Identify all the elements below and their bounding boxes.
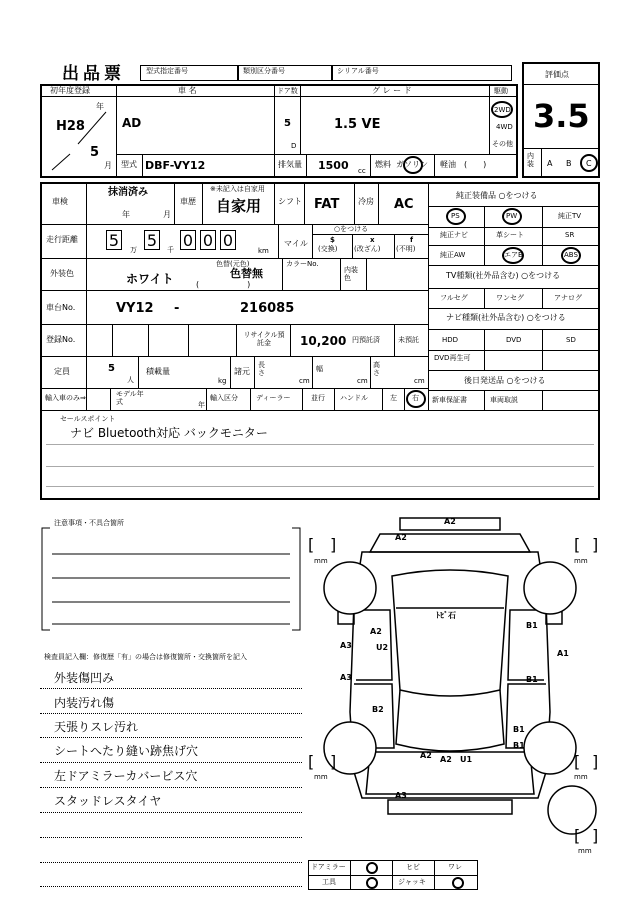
evaluation-label: 評価点: [545, 70, 569, 79]
fuel-gasoline-circle: [403, 156, 423, 174]
color-no-label: カラーNo.: [286, 260, 319, 268]
interior-a[interactable]: A: [547, 159, 553, 168]
jack-mark[interactable]: [452, 877, 464, 889]
meter-swap[interactable]: $: [330, 236, 335, 244]
later-title: 後日発送品 ○をつける: [464, 376, 546, 385]
shaken-month-unit: 月: [163, 210, 171, 219]
equip-abs[interactable]: ABS: [564, 251, 578, 259]
chassis-number[interactable]: 216085: [240, 301, 295, 316]
length-unit: cm: [299, 377, 310, 385]
class-label: 類別区分番号: [243, 67, 285, 75]
dims-label: 諸元: [234, 367, 250, 376]
model-value[interactable]: DBF-VY12: [145, 159, 206, 172]
caution-bracket: [40, 524, 302, 634]
tools-mark[interactable]: [366, 877, 378, 889]
model-year-unit: 年: [198, 401, 205, 409]
meter-swap-label: (交換): [318, 245, 338, 253]
capacity-label: 定員: [54, 367, 70, 376]
doors-value[interactable]: 5: [284, 118, 291, 129]
tire-rr-unit: mm: [574, 773, 588, 781]
exterior-color[interactable]: ホワイト: [126, 272, 174, 286]
later-manual[interactable]: 車両取説: [490, 396, 518, 404]
navi-dvd[interactable]: DVD: [506, 336, 522, 344]
tire-rr-close: ]: [592, 752, 599, 771]
tire-lf-close: ]: [330, 535, 337, 554]
mark-lf-fender-a3[interactable]: A3: [340, 641, 352, 650]
shaken-value[interactable]: 抹消済み: [108, 187, 148, 198]
width-unit: cm: [357, 377, 368, 385]
interior-b[interactable]: B: [566, 159, 572, 168]
handle-left[interactable]: 左: [390, 394, 397, 402]
caution-label: 注意事項・不具合箇所: [54, 519, 124, 527]
tire-rr-open: [: [574, 752, 581, 771]
first-reg-year[interactable]: H28: [56, 119, 85, 134]
note-line-4[interactable]: シートへたり縫い跡焦げ穴: [54, 744, 199, 758]
chassis-prefix[interactable]: VY12: [116, 301, 154, 316]
dvd-playback[interactable]: DVD再生可: [434, 354, 471, 362]
equip-pw-circle: [502, 208, 522, 225]
interior-label: 内装: [527, 152, 534, 168]
equip-airbag-circle: [502, 247, 524, 264]
ac-value[interactable]: AC: [394, 197, 414, 212]
tire-lf-open: [: [308, 535, 315, 554]
model-year-label: モデル年式: [116, 390, 144, 406]
tire-rf-open: [: [574, 535, 581, 554]
meter-circle-note: ○をつける: [334, 225, 369, 233]
man-unit: 万: [130, 246, 137, 254]
mark-rear-bumper-a3[interactable]: A3: [395, 791, 407, 800]
mark-right-side-a1[interactable]: A1: [557, 649, 569, 658]
grade-label: グ レ ー ド: [372, 86, 412, 95]
type-cert-label: 型式指定番号: [146, 67, 188, 75]
mark-trunk-a2[interactable]: A2: [440, 755, 452, 764]
fuel-paren: ( ): [464, 160, 487, 169]
recycle-amount[interactable]: 10,200: [300, 334, 347, 348]
parallel-option[interactable]: 並行: [311, 394, 325, 402]
repaint-paren: ( ): [196, 280, 251, 289]
tv-title: TV種類(社外品含む) ○をつける: [446, 271, 561, 280]
navi-title: ナビ種類(社外品含む) ○をつける: [446, 313, 566, 322]
interior-color-label: 内装色: [344, 266, 358, 283]
reg-no-label: 登録No.: [46, 335, 76, 344]
tire-spare-unit: mm: [578, 847, 592, 855]
tire-lr-close: ]: [330, 752, 337, 771]
height-unit: cm: [414, 377, 425, 385]
mark-trunk-left-a2[interactable]: A2: [420, 751, 432, 760]
mark-lr-fender-b2[interactable]: B2: [372, 705, 384, 714]
meter-tamper[interactable]: x: [370, 236, 375, 244]
shaken-label: 車検: [52, 197, 68, 206]
fuel-label: 燃料: [375, 160, 391, 169]
repaint-label: 色替(元色): [216, 260, 250, 268]
mark-hood-left[interactable]: A2: [395, 533, 407, 542]
mileage-digit-2[interactable]: 5: [144, 230, 160, 250]
shift-value[interactable]: FAT: [314, 197, 340, 212]
capacity-value[interactable]: 5: [108, 363, 115, 374]
drive-2wd[interactable]: 2WD: [494, 106, 511, 114]
mark-lf-door-a2[interactable]: A2: [370, 627, 382, 636]
chassis-label: 車台No.: [46, 303, 76, 312]
load-label: 積載量: [146, 367, 170, 376]
break-label: ワレ: [448, 863, 462, 871]
jack-label: ジャッキ: [398, 878, 426, 886]
equip-aw[interactable]: 純正AW: [440, 251, 466, 259]
mark-lr-door-a3[interactable]: A3: [340, 673, 352, 682]
equip-pw[interactable]: PW: [506, 212, 518, 220]
mark-rr-fender-b1[interactable]: B1: [513, 725, 525, 734]
height-label: 高さ: [373, 361, 380, 377]
equip-ps[interactable]: PS: [451, 212, 460, 220]
doors-label: ドア数: [277, 87, 298, 95]
inspector-label: 検査員記入欄：修復歴「有」の場合は修復箇所・交換箇所を記入: [44, 653, 247, 661]
first-reg-month-unit: 月: [104, 161, 112, 170]
first-reg-month[interactable]: 5: [90, 145, 100, 160]
note-line-3[interactable]: 天張りスレ汚れ: [54, 720, 139, 734]
length-label: 長さ: [258, 361, 265, 377]
mark-rr-door-b1[interactable]: B1: [526, 675, 538, 684]
mark-front-bumper[interactable]: A2: [444, 517, 456, 526]
car-name-label: 車 名: [178, 86, 197, 95]
door-mirror-mark[interactable]: [366, 862, 378, 874]
displacement-label: 排気量: [278, 160, 302, 169]
tire-lr-open: [: [308, 752, 315, 771]
mark-windshield[interactable]: ﾄﾋﾞ石: [436, 611, 456, 620]
interior-c[interactable]: C: [586, 159, 592, 168]
dealer-option[interactable]: ディーラー: [256, 394, 291, 402]
navi-hdd[interactable]: HDD: [442, 336, 459, 344]
recycle-not-deposited[interactable]: 未預託: [398, 336, 419, 344]
drive-label: 駆動: [494, 87, 508, 95]
sales-points-label: セールスポイント: [60, 415, 116, 423]
tv-oneseg[interactable]: ワンセグ: [496, 294, 524, 302]
equip-sr[interactable]: SR: [565, 231, 575, 239]
mark-rr-quarter-b1[interactable]: B1: [513, 741, 525, 750]
doors-unit: D: [291, 142, 297, 150]
mileage-digit-5[interactable]: 0: [220, 230, 236, 250]
interior-c-circle: [580, 154, 598, 172]
mileage-label: 走行距離: [46, 235, 78, 244]
handle-right-circle: [406, 390, 426, 408]
equip-ps-circle: [446, 208, 466, 225]
load-unit: kg: [218, 377, 227, 385]
first-reg-year-unit: 年: [96, 102, 104, 111]
car-damage-diagram: [300, 512, 600, 872]
first-reg-label: 初年度登録: [50, 86, 90, 95]
crack-label: ヒビ: [406, 863, 420, 871]
usage-label: 車歴: [180, 197, 196, 206]
usage-note: ※未記入は自家用: [210, 185, 265, 193]
meter-unknown-label: (不明): [396, 245, 416, 253]
drive-other[interactable]: その他: [492, 140, 513, 148]
shaken-year-unit: 年: [122, 210, 130, 219]
mileage-digit-1[interactable]: 5: [106, 230, 122, 250]
mileage-digit-3[interactable]: 0: [180, 230, 196, 250]
chassis-dash: -: [174, 301, 180, 316]
tv-analog[interactable]: アナログ: [554, 294, 582, 302]
recycle-deposited[interactable]: 円預託済: [352, 336, 380, 344]
mark-rf-door-b1[interactable]: B1: [526, 621, 538, 630]
width-label: 幅: [316, 365, 323, 373]
km-unit: km: [258, 247, 269, 255]
navi-sd[interactable]: SD: [566, 336, 576, 344]
repaint-value[interactable]: 色替無: [230, 267, 263, 280]
later-warranty[interactable]: 新車保証書: [432, 396, 467, 404]
tv-fullseg[interactable]: フルセグ: [440, 294, 468, 302]
sales-points-text[interactable]: ナビ Bluetooth対応 バックモニター: [70, 426, 268, 440]
usage-value[interactable]: 自家用: [216, 197, 262, 215]
exterior-color-label: 外装色: [50, 269, 74, 278]
mileage-digit-4[interactable]: 0: [200, 230, 216, 250]
ac-label: 冷房: [358, 197, 374, 206]
handle-label: ハンドル: [340, 394, 368, 402]
equip-leather[interactable]: 革シート: [496, 231, 524, 239]
handle-right[interactable]: 右: [412, 394, 419, 402]
equip-tv[interactable]: 純正TV: [558, 212, 582, 220]
shift-label: シフト: [278, 197, 302, 206]
form-title: 出品票: [62, 64, 125, 84]
door-mirror-label: ドアミラー: [311, 863, 346, 871]
displacement-value[interactable]: 1500: [318, 159, 349, 172]
tire-lr-unit: mm: [314, 773, 328, 781]
equip-abs-circle: [561, 247, 581, 264]
equip-airbag[interactable]: エアB: [504, 251, 523, 259]
tire-spare-close: ]: [592, 826, 599, 845]
mark-lf-door-u2[interactable]: U2: [376, 643, 389, 652]
note-line-5[interactable]: 左ドアミラーカバービス穴: [54, 769, 198, 783]
fuel-gasoline[interactable]: ガソリン: [396, 160, 428, 169]
fuel-diesel[interactable]: 軽油: [440, 160, 456, 169]
mile-label: マイル: [284, 239, 308, 248]
tire-spare-open: [: [574, 826, 581, 845]
tire-lf-unit: mm: [314, 557, 328, 565]
capacity-unit: 人: [127, 376, 134, 384]
note-line-6[interactable]: スタッドレスタイヤ: [54, 794, 162, 808]
note-line-2[interactable]: 内装汚れ傷: [54, 696, 115, 710]
evaluation-score: 3.5: [533, 97, 590, 135]
displacement-unit: cc: [358, 167, 366, 175]
oem-title: 純正装備品 ○をつける: [456, 191, 538, 200]
drive-4wd[interactable]: 4WD: [496, 123, 513, 131]
meter-unknown[interactable]: f: [410, 236, 414, 244]
tire-rf-close: ]: [592, 535, 599, 554]
sen-unit: 千: [167, 246, 174, 254]
tools-label: 工具: [322, 878, 336, 886]
car-name[interactable]: AD: [122, 116, 142, 130]
note-line-1[interactable]: 外装傷凹み: [54, 671, 115, 685]
import-label: 輸入車のみ⇒: [45, 394, 86, 402]
mark-trunk-u1[interactable]: U1: [460, 755, 473, 764]
meter-tamper-label: (改ざん): [354, 245, 381, 253]
grade-value[interactable]: 1.5 VE: [334, 117, 381, 132]
tire-rf-unit: mm: [574, 557, 588, 565]
serial-label: シリアル番号: [337, 67, 379, 75]
import-class-label: 輸入区分: [210, 394, 238, 402]
recycle-label: リサイクル預託金: [243, 331, 285, 348]
drive-2wd-circle: [491, 101, 513, 118]
equip-navi[interactable]: 純正ナビ: [440, 231, 468, 239]
model-label: 型式: [121, 160, 137, 169]
